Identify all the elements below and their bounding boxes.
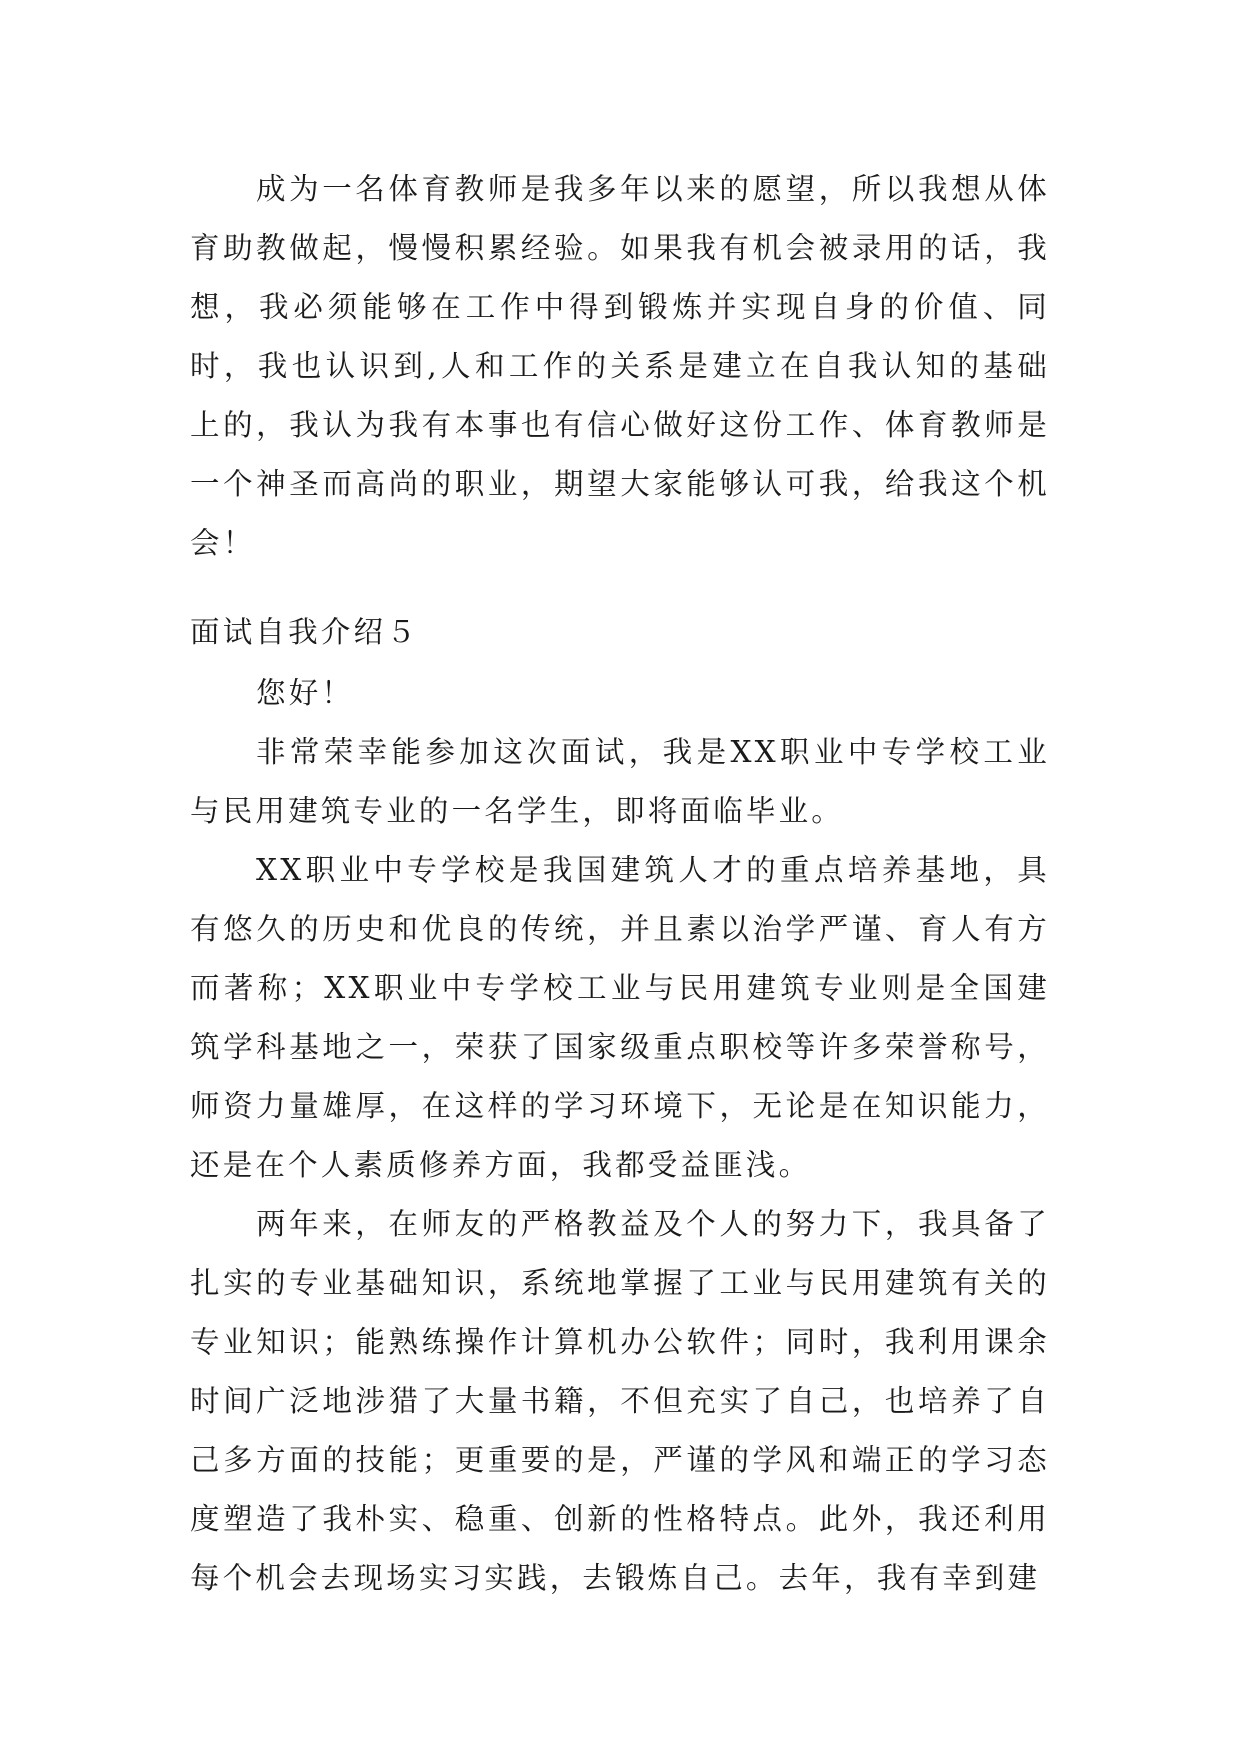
paragraph-1: 非常荣幸能参加这次面试，我是XX职业中专学校工业与民用建筑专业的一名学生，即将面临毕业。: [190, 735, 1050, 828]
paragraph-2: XX职业中专学校是我国建筑人才的重点培养基地，具有悠久的历史和优良的传统，并且素以治学严谨、育人有方而著称；XX职业中专学校工业与民用建筑专业则是全国建筑学科基地之一，荣获了国家级重点职校等许多荣誉称号，师资力量雄厚，在这样的学习环境下，无论是在知识能力，还是在个人素质修养方面，我都受益匪浅。: [190, 853, 1050, 1182]
greeting-line: 您好！: [256, 676, 355, 710]
document-body: [190, 160, 1050, 1608]
section-heading: 面试自我介绍５: [190, 615, 419, 649]
paragraph-3: 两年来，在师友的严格教益及个人的努力下，我具备了扎实的专业基础知识，系统地掌握了工业与民用建筑有关的专业知识；能熟练操作计算机办公软件；同时，我利用课余时间广泛地涉猎了大量书籍，不但充实了自己，也培养了自己多方面的技能；更重要的是，严谨的学风和端正的学习态度塑造了我朴实、稳重、创新的性格特点。此外，我还利用每个机会去现场实习实践，去锻炼自己。去年，我有幸到建: [190, 1207, 1050, 1595]
paragraph-intro: 成为一名体育教师是我多年以来的愿望，所以我想从体育助教做起，慢慢积累经验。如果我有机会被录用的话，我想，我必须能够在工作中得到锻炼并实现自身的价值、同时，我也认识到,人和工作的关系是建立在自我认知的基础上的，我认为我有本事也有信心做好这份工作、体育教师是一个神圣而高尚的职业，期望大家能够认可我，给我这个机会！: [190, 172, 1050, 560]
